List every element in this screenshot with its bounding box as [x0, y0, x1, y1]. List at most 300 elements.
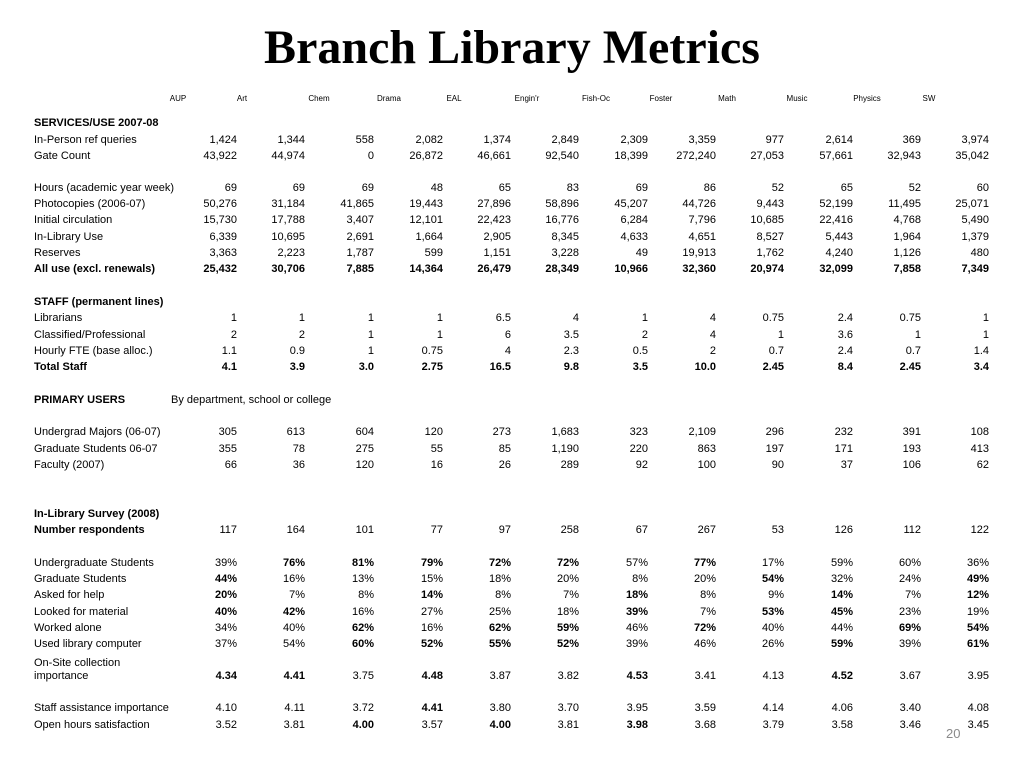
row-label: Undergraduate Students — [34, 556, 154, 569]
table-cell: 1,683 — [551, 426, 579, 439]
spacer-row — [0, 474, 1024, 490]
table-cell: 39% — [625, 638, 648, 651]
table-cell: 67 — [635, 524, 648, 537]
table-cell: 3.82 — [557, 670, 579, 683]
table-cell: 6 — [504, 328, 511, 341]
table-cell: 92 — [635, 458, 648, 471]
table-cell: 0.75 — [899, 312, 921, 325]
table-row — [0, 555, 1024, 571]
table-cell: 90 — [771, 458, 784, 471]
table-cell: 52% — [556, 638, 579, 651]
table-cell: 18% — [556, 605, 579, 618]
table-cell: 604 — [355, 426, 374, 439]
table-cell: 60% — [351, 638, 374, 651]
table-row — [0, 588, 1024, 604]
table-row — [0, 653, 1024, 685]
table-row — [0, 149, 1024, 165]
table-cell: 54% — [761, 573, 784, 586]
table-cell: 3.5 — [632, 361, 648, 374]
table-cell: 49 — [635, 247, 648, 260]
table-cell: 25,071 — [955, 198, 989, 211]
table-cell: 3,228 — [551, 247, 579, 260]
table-cell: 3.70 — [557, 702, 579, 715]
table-cell: 4,651 — [688, 230, 716, 243]
table-row — [0, 441, 1024, 457]
table-cell: 18,399 — [614, 149, 648, 162]
table-cell: 31,184 — [271, 198, 305, 211]
table-cell: 4.11 — [284, 702, 305, 715]
table-cell: 3,359 — [688, 133, 716, 146]
table-cell: 16.5 — [489, 361, 511, 374]
table-cell: 69% — [898, 621, 921, 634]
table-row — [0, 229, 1024, 245]
table-cell: 16% — [420, 621, 443, 634]
table-cell: 27,896 — [477, 198, 511, 211]
table-cell: 26,479 — [477, 263, 511, 276]
table-cell: 26,872 — [409, 149, 443, 162]
table-cell: 3.59 — [694, 702, 716, 715]
table-cell: 25% — [488, 605, 511, 618]
table-cell: 3.79 — [762, 718, 784, 731]
table-row — [0, 458, 1024, 474]
table-cell: 1 — [298, 312, 305, 325]
section-title: In-Library Survey (2008) — [34, 507, 160, 520]
table-cell: 171 — [834, 442, 853, 455]
table-cell: 1.4 — [973, 344, 989, 357]
table-cell: 117 — [219, 524, 237, 537]
table-cell: 1 — [641, 312, 648, 325]
table-cell: 9.8 — [563, 361, 579, 374]
table-cell: 39% — [898, 638, 921, 651]
table-cell: 1 — [436, 312, 443, 325]
table-cell: 2,082 — [415, 133, 443, 146]
table-cell: 5,490 — [961, 214, 989, 227]
table-cell: 4.13 — [762, 670, 784, 683]
table-cell: 3.57 — [421, 718, 443, 731]
table-cell: 40% — [761, 621, 784, 634]
table-cell: 11,495 — [888, 198, 921, 211]
table-cell: 289 — [560, 458, 579, 471]
table-cell: 16,776 — [545, 214, 579, 227]
table-cell: 4.53 — [626, 670, 648, 683]
section-header-row — [0, 295, 1024, 311]
table-cell: 48 — [430, 181, 443, 194]
table-cell: 69 — [635, 181, 648, 194]
table-cell: 193 — [902, 442, 921, 455]
table-cell: 8% — [495, 589, 511, 602]
table-cell: 413 — [970, 442, 989, 455]
table-cell: 35,042 — [955, 149, 989, 162]
table-cell: 85 — [498, 442, 511, 455]
table-cell: 1 — [367, 328, 374, 341]
table-row — [0, 621, 1024, 637]
table-cell: 50,276 — [203, 198, 237, 211]
table-cell: 20,974 — [750, 263, 784, 276]
table-cell: 20% — [214, 589, 237, 602]
table-row — [0, 685, 1024, 717]
table-cell: 275 — [355, 442, 374, 455]
table-cell: 7% — [700, 605, 716, 618]
row-label: Graduate Students 06-07 — [34, 442, 158, 455]
row-label: Photocopies (2006-07) — [34, 198, 146, 211]
column-header: Art — [236, 94, 248, 103]
table-cell: 2 — [709, 344, 716, 357]
table-cell: 7,349 — [961, 263, 989, 276]
table-cell: 97 — [498, 524, 511, 537]
table-cell: 57% — [625, 556, 648, 569]
table-cell: 16% — [351, 605, 374, 618]
section-note: By department, school or college — [171, 393, 332, 406]
row-label: In-Person ref queries — [34, 133, 137, 146]
table-cell: 59% — [830, 638, 853, 651]
table-cell: 72% — [488, 556, 511, 569]
table-cell: 2.4 — [837, 312, 853, 325]
table-cell: 267 — [697, 524, 716, 537]
column-header: Physics — [853, 94, 881, 103]
spacer-row — [0, 539, 1024, 555]
table-cell: 3.67 — [899, 670, 921, 683]
table-cell: 258 — [560, 524, 579, 537]
table-cell: 3.98 — [626, 718, 648, 731]
table-cell: 69 — [361, 181, 374, 194]
table-cell: 1 — [230, 312, 237, 325]
table-cell: 9,443 — [756, 198, 784, 211]
table-cell: 15% — [420, 573, 443, 586]
table-cell: 27% — [420, 605, 443, 618]
table-cell: 16% — [282, 573, 305, 586]
table-cell: 24% — [898, 573, 921, 586]
table-cell: 4.14 — [762, 702, 784, 715]
page-title: Branch Library Metrics — [264, 21, 760, 74]
row-label: Hours (academic year week) — [34, 181, 174, 194]
table-cell: 6,339 — [209, 230, 237, 243]
table-cell: 977 — [765, 133, 784, 146]
table-cell: 83 — [566, 181, 579, 194]
row-label: Initial circulation — [34, 214, 113, 227]
row-label: Used library computer — [34, 638, 142, 651]
table-cell: 4 — [709, 328, 716, 341]
table-cell: 2.45 — [762, 361, 784, 374]
section-header-row — [0, 392, 1024, 408]
table-cell: 45% — [830, 605, 853, 618]
table-cell: 355 — [218, 442, 237, 455]
table-cell: 4.48 — [421, 670, 443, 683]
table-cell: 8% — [700, 589, 716, 602]
table-cell: 4.08 — [967, 702, 989, 715]
table-cell: 323 — [629, 426, 648, 439]
table-cell: 3.5 — [563, 328, 579, 341]
table-cell: 12,101 — [409, 214, 443, 227]
row-label: Gate Count — [34, 149, 91, 162]
table-cell: 2.75 — [421, 361, 443, 374]
table-cell: 34% — [214, 621, 237, 634]
table-cell: 7% — [905, 589, 921, 602]
table-cell: 13% — [351, 573, 374, 586]
table-cell: 18% — [625, 589, 648, 602]
table-row — [0, 425, 1024, 441]
table-row — [0, 197, 1024, 213]
spacer-row — [0, 490, 1024, 506]
table-cell: 4.06 — [831, 702, 853, 715]
table-cell: 72% — [693, 621, 716, 634]
table-cell: 37% — [214, 638, 237, 651]
row-label: Open hours satisfaction — [34, 718, 150, 731]
table-cell: 122 — [970, 524, 989, 537]
table-cell: 0.5 — [632, 344, 648, 357]
table-cell: 65 — [840, 181, 853, 194]
table-cell: 4.52 — [831, 670, 853, 683]
table-cell: 40% — [214, 605, 237, 618]
spacer-row — [0, 278, 1024, 294]
section-header-row — [0, 116, 1024, 132]
table-cell: 36 — [292, 458, 305, 471]
table-cell: 45,207 — [614, 198, 648, 211]
table-cell: 232 — [834, 426, 853, 439]
table-cell: 197 — [765, 442, 784, 455]
table-cell: 1 — [777, 328, 784, 341]
table-cell: 12% — [966, 589, 989, 602]
table-cell: 55 — [430, 442, 443, 455]
row-label: Asked for help — [34, 589, 105, 602]
table-cell: 32% — [830, 573, 853, 586]
table-cell: 53 — [771, 524, 784, 537]
table-cell: 3.52 — [215, 718, 237, 731]
table-cell: 863 — [697, 442, 716, 455]
table-row — [0, 604, 1024, 620]
table-cell: 1 — [367, 344, 374, 357]
metrics-table — [0, 116, 1024, 734]
table-cell: 1.1 — [221, 344, 237, 357]
table-cell: 120 — [355, 458, 374, 471]
column-headers — [0, 93, 1024, 107]
table-cell: 305 — [218, 426, 237, 439]
table-cell: 3.87 — [489, 670, 511, 683]
table-cell: 4.1 — [221, 361, 237, 374]
table-cell: 1,151 — [483, 247, 511, 260]
table-cell: 1,964 — [893, 230, 921, 243]
table-cell: 480 — [970, 247, 989, 260]
table-cell: 8% — [358, 589, 374, 602]
table-cell: 0.75 — [762, 312, 784, 325]
table-cell: 0.7 — [768, 344, 784, 357]
table-cell: 57,661 — [819, 149, 853, 162]
table-row — [0, 717, 1024, 733]
table-cell: 3.81 — [557, 718, 579, 731]
row-label: In-Library Use — [34, 230, 104, 243]
table-cell: 17% — [761, 556, 784, 569]
table-cell: 15,730 — [203, 214, 237, 227]
table-cell: 2.3 — [563, 344, 579, 357]
table-cell: 5,443 — [825, 230, 853, 243]
table-cell: 25,432 — [203, 263, 237, 276]
table-cell: 27,053 — [750, 149, 784, 162]
table-cell: 391 — [902, 426, 921, 439]
table-cell: 3.95 — [967, 670, 989, 683]
table-cell: 1,664 — [415, 230, 443, 243]
table-cell: 7,796 — [688, 214, 716, 227]
row-label: Looked for material — [34, 605, 129, 618]
row-label: Reserves — [34, 247, 81, 260]
table-cell: 100 — [697, 458, 716, 471]
row-label: Undergrad Majors (06-07) — [34, 426, 161, 439]
table-row — [0, 637, 1024, 653]
table-row — [0, 132, 1024, 148]
spacer-row — [0, 409, 1024, 425]
table-cell: 86 — [703, 181, 716, 194]
table-cell: 0.9 — [289, 344, 305, 357]
table-cell: 2 — [298, 328, 305, 341]
table-cell: 19,443 — [409, 198, 443, 211]
table-cell: 126 — [834, 524, 853, 537]
page-number: 20 — [946, 726, 961, 741]
row-label: Total Staff — [34, 361, 87, 374]
table-cell: 3.4 — [973, 361, 989, 374]
table-cell: 3.75 — [352, 670, 374, 683]
table-row — [0, 572, 1024, 588]
table-cell: 2,905 — [483, 230, 511, 243]
table-cell: 32,360 — [682, 263, 716, 276]
spacer-row — [0, 376, 1024, 392]
table-cell: 10,685 — [750, 214, 784, 227]
table-cell: 2,223 — [277, 247, 305, 260]
table-cell: 1,424 — [209, 133, 237, 146]
table-cell: 55% — [488, 638, 511, 651]
table-cell: 1 — [982, 328, 989, 341]
table-cell: 3.40 — [899, 702, 921, 715]
table-cell: 43,922 — [203, 149, 237, 162]
table-cell: 52,199 — [819, 198, 853, 211]
table-cell: 3.80 — [489, 702, 511, 715]
table-cell: 78 — [292, 442, 305, 455]
table-cell: 1,762 — [756, 247, 784, 260]
table-cell: 19,913 — [682, 247, 716, 260]
table-cell: 273 — [492, 426, 511, 439]
table-cell: 369 — [902, 133, 921, 146]
table-cell: 8.4 — [837, 361, 853, 374]
table-cell: 37 — [840, 458, 853, 471]
table-row — [0, 165, 1024, 197]
table-cell: 23% — [898, 605, 921, 618]
table-cell: 69 — [292, 181, 305, 194]
table-cell: 2 — [230, 328, 237, 341]
table-cell: 4 — [504, 344, 511, 357]
table-cell: 106 — [902, 458, 921, 471]
table-cell: 46,661 — [477, 149, 511, 162]
table-row — [0, 213, 1024, 229]
table-row — [0, 327, 1024, 343]
table-cell: 72% — [556, 556, 579, 569]
table-cell: 2,614 — [825, 133, 853, 146]
table-cell: 26 — [498, 458, 511, 471]
table-cell: 22,416 — [819, 214, 853, 227]
table-cell: 54% — [282, 638, 305, 651]
table-cell: 3.68 — [694, 718, 716, 731]
column-header: Math — [718, 94, 736, 103]
table-cell: 20% — [693, 573, 716, 586]
table-row — [0, 344, 1024, 360]
column-header: Foster — [649, 94, 673, 103]
table-cell: 42% — [282, 605, 305, 618]
table-cell: 44,726 — [682, 198, 716, 211]
table-cell: 4,240 — [825, 247, 853, 260]
table-cell: 79% — [420, 556, 443, 569]
table-cell: 36% — [966, 556, 989, 569]
table-cell: 164 — [286, 524, 305, 537]
table-cell: 52 — [908, 181, 921, 194]
table-cell: 20% — [556, 573, 579, 586]
table-cell: 4.41 — [421, 702, 443, 715]
table-cell: 3.9 — [289, 361, 305, 374]
table-cell: 32,943 — [887, 149, 921, 162]
table-cell: 4 — [572, 312, 579, 325]
column-header: AUP — [169, 94, 187, 103]
table-cell: 60% — [898, 556, 921, 569]
table-cell: 1,344 — [277, 133, 305, 146]
table-cell: 0 — [367, 149, 374, 162]
row-label: Number respondents — [34, 524, 145, 537]
table-cell: 3.45 — [967, 718, 989, 731]
table-cell: 22,423 — [477, 214, 511, 227]
table-cell: 3.95 — [626, 702, 648, 715]
table-cell: 2.4 — [837, 344, 853, 357]
table-cell: 19% — [966, 605, 989, 618]
table-cell: 52 — [771, 181, 784, 194]
table-cell: 26% — [761, 638, 784, 651]
row-label: Staff assistance importance — [34, 702, 169, 715]
table-cell: 7% — [563, 589, 579, 602]
table-cell: 8,345 — [551, 230, 579, 243]
table-cell: 53% — [761, 605, 784, 618]
table-cell: 46% — [625, 621, 648, 634]
table-cell: 101 — [355, 524, 374, 537]
section-title: PRIMARY USERS — [34, 393, 126, 406]
table-cell: 0.75 — [421, 344, 443, 357]
table-cell: 17,788 — [271, 214, 305, 227]
table-cell: 28,349 — [545, 263, 579, 276]
section-title: STAFF (permanent lines) — [34, 295, 164, 308]
table-cell: 7,885 — [346, 263, 374, 276]
table-cell: 14% — [830, 589, 853, 602]
table-cell: 112 — [903, 524, 921, 537]
row-label: Hourly FTE (base alloc.) — [34, 344, 153, 357]
table-cell: 39% — [214, 556, 237, 569]
table-cell: 49% — [966, 573, 989, 586]
table-cell: 32,099 — [819, 263, 853, 276]
table-cell: 108 — [970, 426, 989, 439]
row-label: Faculty (2007) — [34, 458, 105, 471]
table-cell: 220 — [629, 442, 648, 455]
table-cell: 46% — [693, 638, 716, 651]
section-header-row — [0, 507, 1024, 523]
table-cell: 77 — [430, 524, 443, 537]
table-cell: 44% — [214, 573, 237, 586]
table-cell: 2.45 — [899, 361, 921, 374]
table-cell: 1,374 — [483, 133, 511, 146]
table-row — [0, 523, 1024, 539]
table-cell: 8% — [632, 573, 648, 586]
table-cell: 1,787 — [346, 247, 374, 260]
table-cell: 1 — [982, 312, 989, 325]
table-cell: 62% — [351, 621, 374, 634]
table-cell: 4.00 — [489, 718, 511, 731]
section-title: SERVICES/USE 2007-08 — [34, 117, 159, 130]
table-cell: 14% — [420, 589, 443, 602]
table-cell: 66 — [224, 458, 237, 471]
table-cell: 9% — [768, 589, 784, 602]
row-label: Classified/Professional — [34, 328, 146, 341]
table-row — [0, 246, 1024, 262]
column-header: Engin'r — [514, 94, 540, 103]
